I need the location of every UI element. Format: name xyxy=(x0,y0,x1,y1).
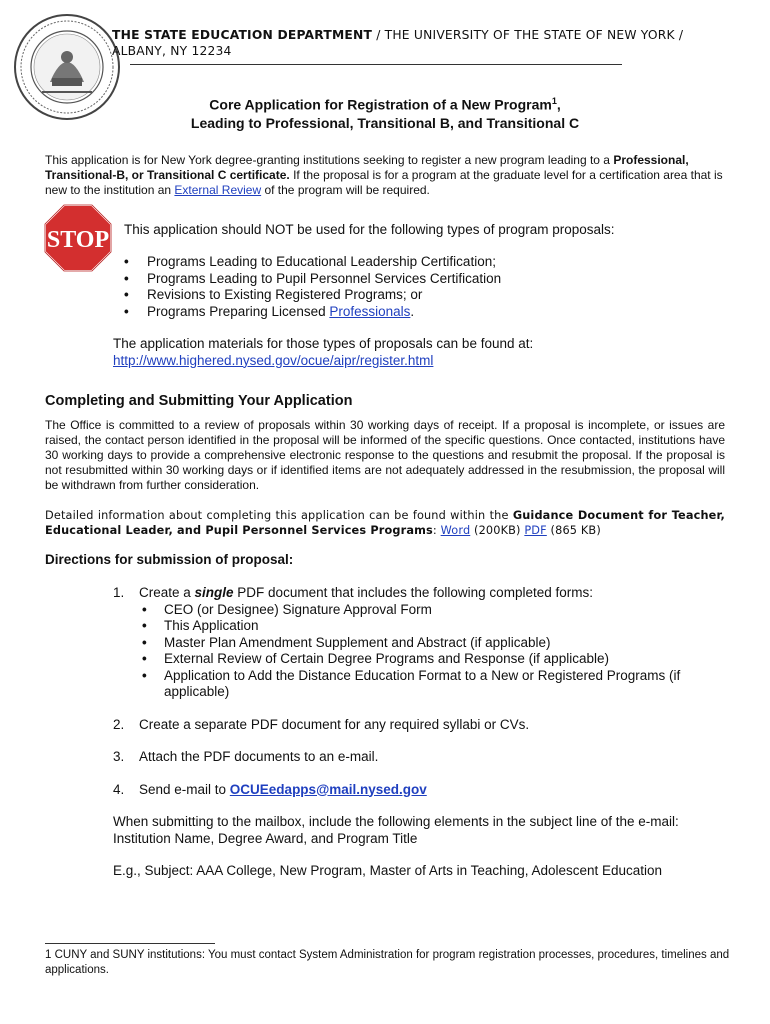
footnote: 1 CUNY and SUNY institutions: You must contact System Administration for program registration processes, procedures, timelines and applications. xyxy=(45,949,730,976)
title-line-2: Leading to Professional, Transitional B, and Transitional C xyxy=(190,114,580,131)
department-address: / THE UNIVERSITY OF THE STATE OF NEW YORK / ALBANY, NY 12234 xyxy=(112,28,684,58)
external-review-link[interactable]: External Review xyxy=(174,183,262,197)
step-1: 1. Create a single PDF document that includes the following completed forms: • CEO (or Designee) Signature Approval Form • This Application • Master Plan Amendment Supplement and Abstract (if applicable) • External Review of Certain Degree Programs and Response (if applicable) • Application to Add the Distance Education Format to a New or Registered Programs (if applicable) xyxy=(113,585,713,701)
section-heading-directions: Directions for submission of proposal: xyxy=(45,552,294,567)
section-heading-completing: Completing and Submitting Your Application xyxy=(45,393,353,409)
pdf-link[interactable]: PDF xyxy=(524,524,547,537)
footnote-mark: 1 xyxy=(551,96,557,106)
page-title xyxy=(0,92,770,132)
list-item: • CEO (or Designee) Signature Approval Form xyxy=(142,602,713,619)
list-item: • Application to Add the Distance Education Format to a New or Registered Programs (if applicable) xyxy=(142,668,713,701)
required-forms-list xyxy=(139,602,713,701)
list-item: • Programs Leading to Pupil Personnel Services Certification xyxy=(124,271,501,288)
list-item: • This Application xyxy=(142,618,713,635)
title-line-1: Core Application for Registration of a New Program$^1$, xyxy=(209,96,561,113)
step-3: 3. Attach the PDF documents to an e-mail. xyxy=(113,749,379,764)
list-item: • Programs Preparing Licensed Professionals. xyxy=(124,304,501,321)
step-4: 4. Send e-mail to OCUEedapps@mail.nysed.gov xyxy=(113,781,427,797)
header-divider xyxy=(130,64,622,65)
department-name: THE STATE EDUCATION DEPARTMENT xyxy=(112,28,373,42)
word-link[interactable]: Word xyxy=(440,524,471,537)
list-item: • Programs Leading to Educational Leadership Certification; xyxy=(124,254,501,271)
department-header xyxy=(112,27,712,59)
guidance-paragraph: Detailed information about completing this application can be found within the Guidance Document for Teacher, Educational Leader, and Pupil Personnel Services Programs: Word (200KB) PDF (865 KB) xyxy=(45,509,725,537)
professionals-link[interactable]: Professionals xyxy=(329,303,411,319)
materials-note: The application materials for those types of proposals can be found at: http://www.highered.nysed.gov/ocue/aipr/register.html xyxy=(113,336,534,368)
excluded-proposal-list xyxy=(124,254,501,320)
review-policy-paragraph: The Office is committed to a review of proposals within 30 working days of receipt. If a proposal is incomplete, or issues are raised, the contact person identified in the proposal will be informed of the specific questions. Once contacted, institutions have 30 working days to provide a comprehensive electronic response to the questions and resubmit the proposal. If the proposal is not resubmitted within 30 working days or if identified items are not adequately addressed in the resubmission, the proposal will be withdrawn from further consideration. xyxy=(45,418,725,492)
list-item: • Revisions to Existing Registered Programs; or xyxy=(124,287,501,304)
subject-line-instructions: When submitting to the mailbox, include the following elements in the subject line of the e-mail: Institution Name, Degree Award, and Program Title xyxy=(113,814,679,846)
stop-heading: This application should NOT be used for the following types of program proposals: xyxy=(124,222,615,237)
intro-paragraph: This application is for New York degree-granting institutions seeking to register a new program leading to a Professional, Transitional-B, or Transitional C certificate. If the proposal is for a program at the graduate level for a certification area that is new to the institution an External Review of the program will be required. xyxy=(45,153,723,197)
list-item: • Master Plan Amendment Supplement and Abstract (if applicable) xyxy=(142,635,713,652)
subject-example: E.g., Subject: AAA College, New Program, Master of Arts in Teaching, Adolescent Education xyxy=(113,863,663,878)
stop-sign-icon xyxy=(44,204,112,272)
svg-text:STOP: STOP xyxy=(46,227,110,253)
footnote-divider xyxy=(45,943,215,944)
register-url-link[interactable]: http://www.highered.nysed.gov/ocue/aipr/register.html xyxy=(113,352,434,368)
list-item: • External Review of Certain Degree Programs and Response (if applicable) xyxy=(142,651,713,668)
submission-email-link[interactable]: OCUEedapps@mail.nysed.gov xyxy=(229,781,427,797)
step-2: 2. Create a separate PDF document for any required syllabi or CVs. xyxy=(113,716,530,732)
directions-list xyxy=(113,585,713,880)
